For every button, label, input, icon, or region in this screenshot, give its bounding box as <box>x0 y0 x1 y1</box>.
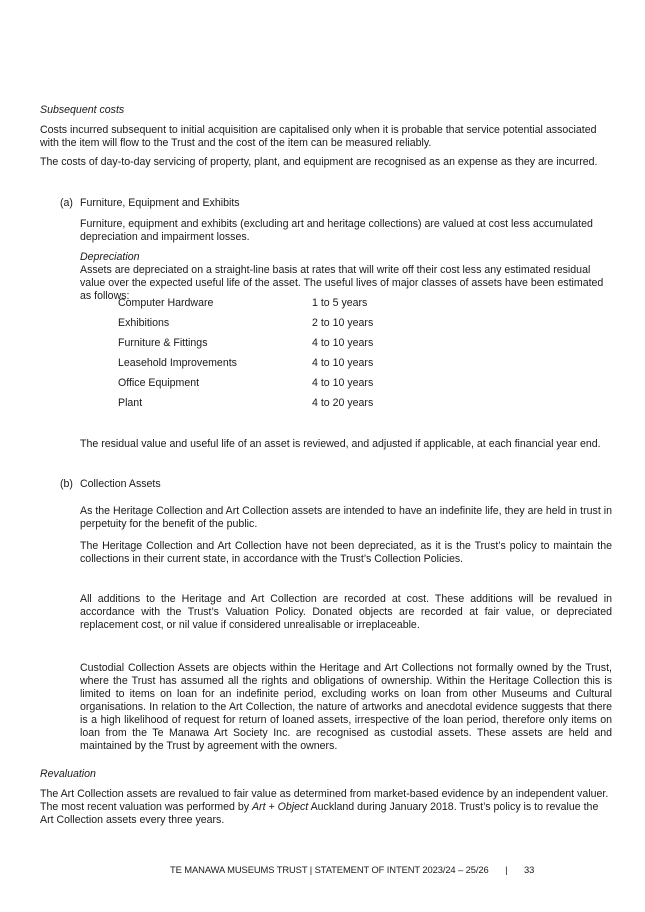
depreciation-text: Assets are depreciated on a straight-line basis at rates that will write off their cost less any estimated residual value over the expected useful life of the asset. The useful lives of major classes of assets have been estimated as follows: <box>80 264 604 302</box>
asset-life: 4 to 20 years <box>312 397 374 409</box>
asset-life: 1 to 5 years <box>312 297 368 309</box>
useful-life-row <box>118 377 418 391</box>
depreciation-heading: Depreciation <box>80 251 140 263</box>
footer-separator: | <box>505 864 508 875</box>
valuer-name: Art + Object <box>251 801 309 813</box>
useful-life-row <box>118 357 418 371</box>
useful-life-row <box>118 317 418 331</box>
useful-life-row <box>118 297 418 311</box>
section-a-title: Furniture, Equipment and Exhibits <box>80 197 240 209</box>
section-b-paragraph-2: The Heritage Collection and Art Collection have not been depreciated, as it is the Trust’s policy to maintain the collections in their current state, in accordance with the Trust’s Collection Policies. <box>80 540 612 565</box>
asset-life: 2 to 10 years <box>312 317 374 329</box>
asset-life: 4 to 10 years <box>312 377 374 389</box>
asset-class: Furniture & Fittings <box>118 337 208 349</box>
asset-class: Exhibitions <box>118 317 170 329</box>
section-b-marker: (b) <box>60 478 73 490</box>
section-a-marker: (a) <box>60 197 73 209</box>
subsequent-costs-paragraph-1: Costs incurred subsequent to initial acquisition are capitalised only when it is probable that service potential associated with the item will flow to the Trust and the cost of the item can be measured reliably. <box>40 124 597 149</box>
revaluation-text: The Art Collection assets are revalued to fair value as determined from market-based evidence by an independent valuer. The most recent valuation was performed by <box>40 788 609 813</box>
subsequent-costs-heading: Subsequent costs <box>40 104 125 116</box>
asset-class: Plant <box>118 397 143 409</box>
useful-life-row <box>118 397 418 411</box>
section-b-title: Collection Assets <box>80 478 161 490</box>
footer <box>170 863 534 876</box>
asset-life: 4 to 10 years <box>312 337 374 349</box>
section-a-paragraph: Furniture, equipment and exhibits (excluding art and heritage collections) are valued at cost less accumulated depreciation and impairment losses. <box>80 218 593 243</box>
asset-class: Leasehold Improvements <box>118 357 237 369</box>
page-number: 33 <box>524 864 535 875</box>
revaluation-paragraph <box>40 788 612 827</box>
custodial-assets-paragraph: Custodial Collection Assets are objects within the Heritage and Art Collections not formally owned by the Trust, where the Trust has assumed all the rights and obligations of ownership. Within the Heritage Collection this is limited to items on loan for an indefinite period, excluding works on loan from other Museums and Cultural organisations. In relation to the Art Collection, the nature of artworks and anecdotal evidence suggests that there is a high likelihood of request for return of loaned assets, irrespective of the loan period, therefore only items on loan from the Te Manawa Art Society Inc. are recognised as custodial assets. These assets are held and maintained by the Trust by agreement with the owners. <box>80 662 612 752</box>
revaluation-text: Auckland during January 2018. Trust’s policy is to revalue the Art Collection assets every three years. <box>40 801 599 826</box>
asset-class: Computer Hardware <box>118 297 214 309</box>
subsequent-costs-paragraph-2: The costs of day-to-day servicing of property, plant, and equipment are recognised as an expense as they are incurred. <box>40 156 598 168</box>
revaluation-heading: Revaluation <box>40 768 96 780</box>
section-b-paragraph-3: All additions to the Heritage and Art Collection are recorded at cost. These additions will be revalued in accordance with the Trust’s Valuation Policy. Donated objects are recorded at fair value, or depreciated replacement cost, or nil value if considered unrealisable or irreplaceable. <box>80 593 612 631</box>
residual-value-note: The residual value and useful life of an asset is reviewed, and adjusted if applicable, at each financial year end. <box>80 438 601 450</box>
useful-life-row <box>118 337 418 351</box>
asset-class: Office Equipment <box>118 377 200 389</box>
footer-text: TE MANAWA MUSEUMS TRUST | STATEMENT OF INTENT 2023/24 – 25/26 <box>170 864 489 875</box>
asset-life: 4 to 10 years <box>312 357 374 369</box>
section-b-paragraph-1: As the Heritage Collection and Art Collection assets are intended to have an indefinite life, they are held in trust in perpetuity for the benefit of the public. <box>80 505 612 530</box>
